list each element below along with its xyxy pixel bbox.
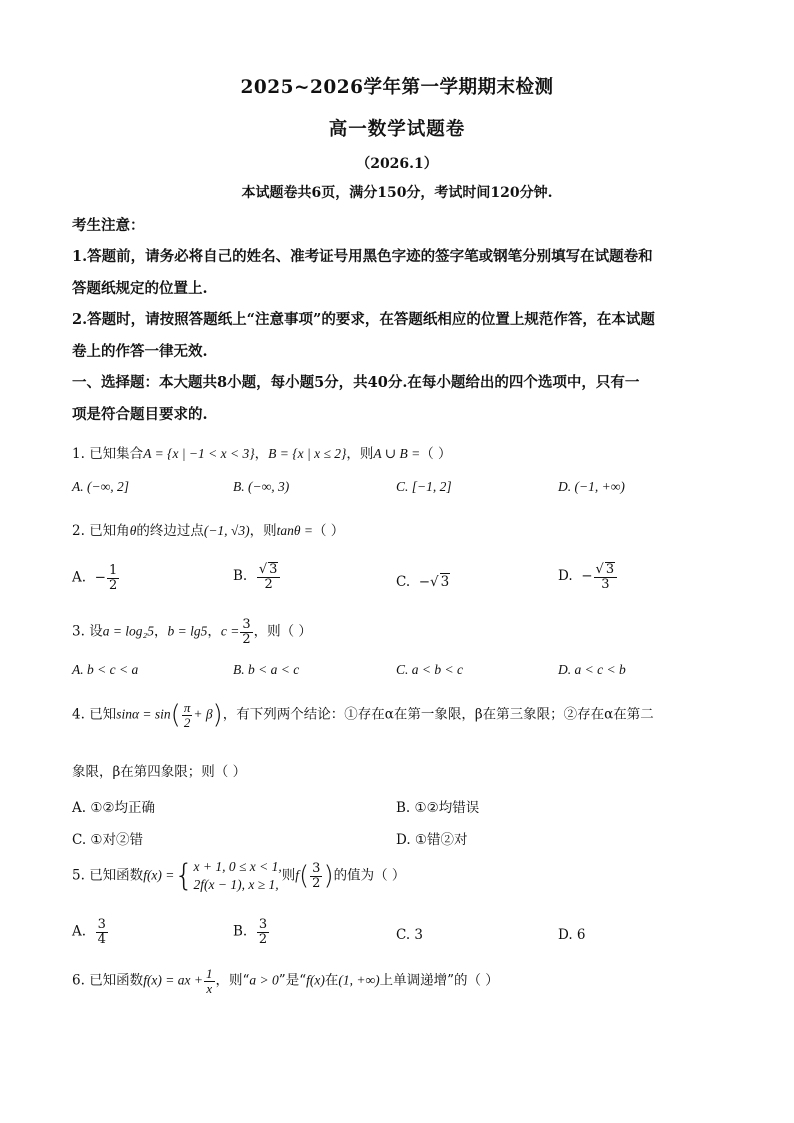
q2-option-b[interactable]: B. $\frac{√ 3}{2}$: [233, 562, 281, 591]
q4-option-b[interactable]: B. ①②均错误: [396, 800, 480, 816]
section1-line1: 一、选择题：本大题共8小题，每小题5分，共40分.在每小题给出的四个选项中，只有一: [72, 374, 640, 391]
question-5: 5. 已知函数f(x) ={ x + 1, 0 ≤ x < 1, 2f(x − 1), x ≥ 1, 则f( $\frac{3}{2}$ )的值为（ ）: [72, 858, 406, 894]
exam-date: （2026.1）: [356, 156, 438, 172]
q2-option-d[interactable]: D. − $\frac{√ 3}{3}$: [558, 562, 618, 591]
exam-info: 本试题卷共6页，满分150分，考试时间120分钟.: [241, 185, 553, 201]
notice-item1-line1: 1.答题前，请务必将自己的姓名、准考证号用黑色字迹的签字笔或钢笔分别填写在试题卷和: [72, 248, 653, 265]
notice-heading: 考生注意：: [72, 217, 145, 234]
q3-option-b[interactable]: B. b < a < c: [233, 662, 300, 677]
q2-option-a[interactable]: A. − $\frac{1}{2}$: [72, 563, 118, 593]
q3-option-a[interactable]: A. b < c < a: [72, 662, 139, 677]
notice-item2-line2: 卷上的作答一律无效.: [72, 343, 208, 360]
q3-option-c[interactable]: C. a < b < c: [396, 662, 463, 677]
q3-option-d[interactable]: D. a < c < b: [558, 662, 626, 677]
q5-option-c[interactable]: C. 3: [396, 927, 424, 943]
q5-option-a[interactable]: A. $\frac{3}{4}$: [72, 917, 106, 947]
q1-option-c[interactable]: C. [−1, 2]: [396, 479, 452, 494]
q1-option-a[interactable]: A. (−∞, 2]: [72, 479, 129, 494]
q2-option-c[interactable]: C. −√ 3: [396, 574, 450, 590]
q4-option-c[interactable]: C. ①对②错: [72, 832, 144, 848]
q1-option-b[interactable]: B. (−∞, 3): [233, 479, 290, 494]
q5-option-b[interactable]: B. $\frac{3}{2}$: [233, 917, 268, 947]
question-3: 3. 设a = log₂5，b = lg5，c = $\frac{3}{2}$ ，则（ ）: [72, 617, 312, 647]
question-1: 1. 已知集合A = {x | −1 < x < 3}，B = {x | x ≤ 2}，则A ∪ B =（ ）: [72, 446, 452, 462]
q4-option-a[interactable]: A. ①②均正确: [72, 800, 156, 816]
exam-title: 2025~2026学年第一学期期末检测: [240, 77, 554, 98]
notice-item2-line1: 2.答题时，请按照答题纸上“注意事项”的要求，在答题纸相应的位置上规范作答，在本试题: [72, 311, 655, 328]
exam-subtitle: 高一数学试题卷: [328, 119, 466, 140]
section1-line2: 项是符合题目要求的.: [72, 406, 208, 423]
q4-option-d[interactable]: D. ①错②对: [396, 832, 468, 848]
q1-option-d[interactable]: D. (−1, +∞): [558, 479, 625, 494]
q5-option-d[interactable]: D. 6: [558, 927, 586, 943]
question-2: 2. 已知角θ的终边过点(−1, √3)，则tanθ =（ ）: [72, 523, 345, 539]
notice-item1-line2: 答题纸规定的位置上.: [72, 280, 208, 297]
question-6: 6. 已知函数f(x) = ax + $\frac{1}{x}$ ，则“a > 0”是“f(x)在(1, +∞)上单调递增”的（ ）: [72, 966, 499, 996]
question-4: 4. 已知sinα = sin( $\frac{\pi}{2}$ + β)，有下列两个结论：①存在α在第一象限，β在第三象限；②存在α在第二: [72, 699, 654, 730]
question-4-line2: 象限，β在第四象限；则（ ）: [72, 764, 247, 780]
